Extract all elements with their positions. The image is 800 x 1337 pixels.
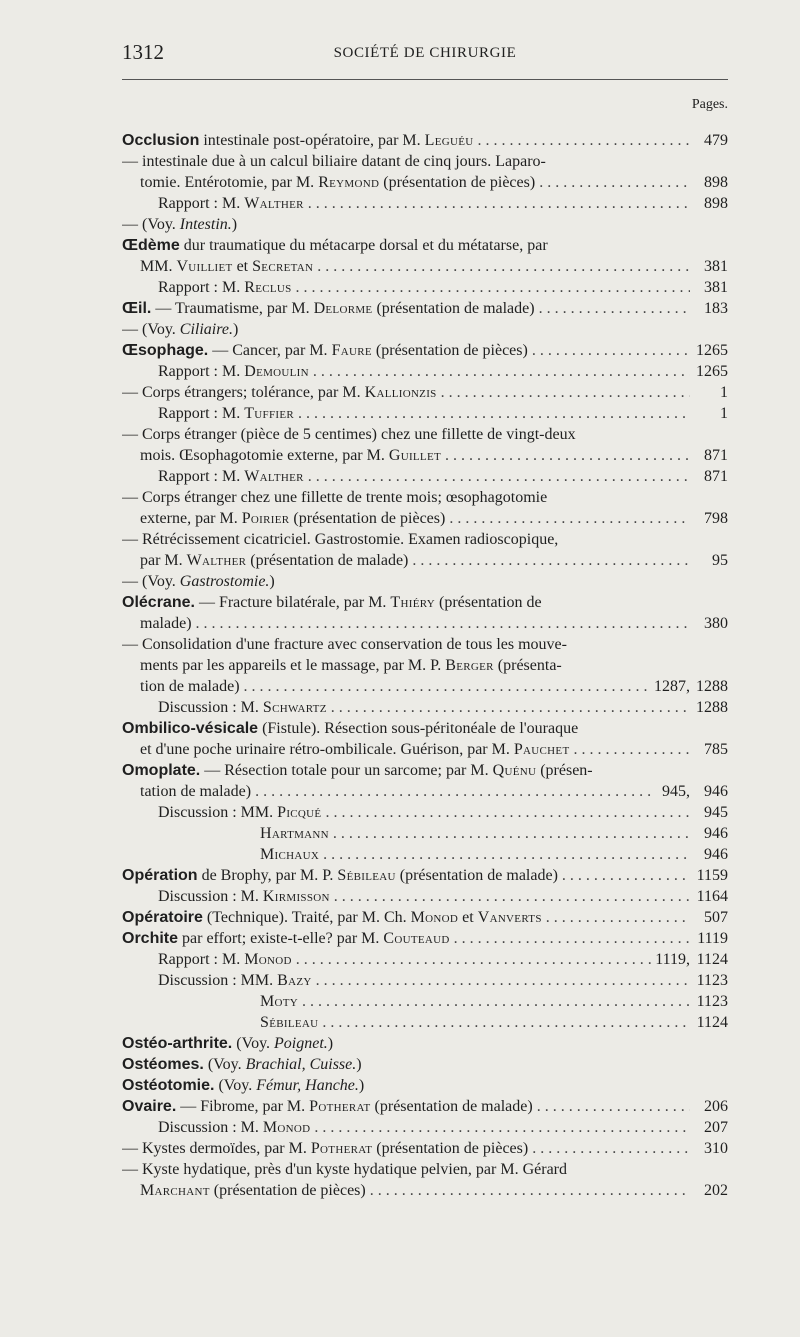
index-line: Ostéomes. (Voy. Brachial, Cuisse.)	[122, 1056, 362, 1073]
index-line: MM. Vuilliet et Secretan . . . 381	[122, 256, 728, 277]
index-line: Rapport : M. Reclus . . . 381	[122, 277, 728, 298]
index-line: — (Voy. Gastrostomie.)	[122, 573, 275, 590]
index-line: malade) . . . 380	[122, 613, 728, 634]
index-line: et d'une poche urinaire rétro-ombilicale. Guérison, par M. Pauchet . . . 785	[122, 739, 728, 760]
index-line: Discussion : MM. Picqué . . . 945	[122, 802, 728, 823]
index-line: externe, par M. Poirier (présentation de pièces) . . . 798	[122, 508, 728, 529]
index-line: Discussion : MM. Bazy . . . 1123	[122, 970, 728, 991]
index-line: Ovaire. — Fibrome, par M. Potherat (présentation de malade) . . . 206	[122, 1096, 728, 1117]
pages-column-label: Pages.	[691, 97, 728, 112]
index-line: Omoplate. — Résection totale pour un sarcome; par M. Quénu (présen-	[122, 762, 593, 779]
index-entries	[122, 130, 728, 1201]
index-line: Discussion : M. Schwartz . . . 1288	[122, 697, 728, 718]
index-line: Œsophage. — Cancer, par M. Faure (présentation de pièces) . . . 1265	[122, 340, 728, 361]
index-line: Rapport : M. Demoulin . . . 1265	[122, 361, 728, 382]
index-line: Discussion : M. Monod . . . 207	[122, 1117, 728, 1138]
index-line: — Corps étranger chez une fillette de trente mois; œsophagotomie	[122, 489, 548, 506]
header-rule	[122, 79, 728, 80]
index-line: par M. Walther (présentation de malade) . . . 95	[122, 550, 728, 571]
index-line: tation de malade) . . . 945, 946	[122, 781, 728, 802]
index-line: Opératoire (Technique). Traité, par M. Ch. Monod et Vanverts . . . 507	[122, 907, 728, 928]
index-line: tomie. Entérotomie, par M. Reymond (présentation de pièces) . . . 898	[122, 172, 728, 193]
index-line: Sébileau . . . 1124	[122, 1012, 728, 1033]
index-line: Hartmann . . . 946	[122, 823, 728, 844]
index-line: Discussion : M. Kirmisson . . . 1164	[122, 886, 728, 907]
index-line: Œdème dur traumatique du métacarpe dorsal et du métatarse, par	[122, 237, 548, 254]
page-number: 1312	[122, 40, 164, 64]
index-line: tion de malade) . . . 1287, 1288	[122, 676, 728, 697]
index-line: Olécrane. — Fracture bilatérale, par M. Thiéry (présentation de	[122, 594, 542, 611]
index-line: — (Voy. Intestin.)	[122, 216, 238, 233]
index-line: — intestinale due à un calcul biliaire datant de cinq jours. Laparo-	[122, 153, 546, 170]
index-line: Michaux . . . 946	[122, 844, 728, 865]
index-line: — Consolidation d'une fracture avec conservation de tous les mouve-	[122, 636, 567, 653]
index-line: Moty . . . 1123	[122, 991, 728, 1012]
index-line: mois. Œsophagotomie externe, par M. Guillet . . . 871	[122, 445, 728, 466]
page-header	[122, 40, 728, 70]
index-line: Rapport : M. Walther . . . 871	[122, 466, 728, 487]
index-line: — (Voy. Ciliaire.)	[122, 321, 239, 338]
index-line: Marchant (présentation de pièces) . . . 202	[122, 1180, 728, 1201]
index-line: Opération de Brophy, par M. P. Sébileau (présentation de malade) . . . 1159	[122, 865, 728, 886]
index-line: — Corps étrangers; tolérance, par M. Kallionzis . . . 1	[122, 382, 728, 403]
index-line: Ostéo-arthrite. (Voy. Poignet.)	[122, 1035, 334, 1052]
index-line: Rapport : M. Monod . . . 1119, 1124	[122, 949, 728, 970]
index-line: Rapport : M. Walther . . . 898	[122, 193, 728, 214]
index-line: ments par les appareils et le massage, par M. P. Berger (présenta-	[140, 657, 562, 674]
index-line: Œil. — Traumatisme, par M. Delorme (présentation de malade) . . . 183	[122, 298, 728, 319]
index-line: Rapport : M. Tuffier . . . 1	[122, 403, 728, 424]
index-line: — Corps étranger (pièce de 5 centimes) chez une fillette de vingt-deux	[122, 426, 576, 443]
running-head: SOCIÉTÉ DE CHIRURGIE	[333, 45, 517, 61]
index-line: Ostéotomie. (Voy. Fémur, Hanche.)	[122, 1077, 365, 1094]
index-line: — Kyste hydatique, près d'un kyste hydatique pelvien, par M. Gérard	[122, 1161, 567, 1178]
index-line: — Rétrécissement cicatriciel. Gastrostomie. Examen radioscopique,	[122, 531, 559, 548]
index-line: Occlusion intestinale post-opératoire, par M. Leguéu . . . 479	[122, 130, 728, 151]
index-line: Orchite par effort; existe-t-elle? par M. Couteaud . . . 1119	[122, 928, 728, 949]
index-line: Ombilico-vésicale (Fistule). Résection sous-péritonéale de l'ouraque	[122, 720, 579, 737]
index-line: — Kystes dermoïdes, par M. Potherat (présentation de pièces) . . . 310	[122, 1138, 728, 1159]
